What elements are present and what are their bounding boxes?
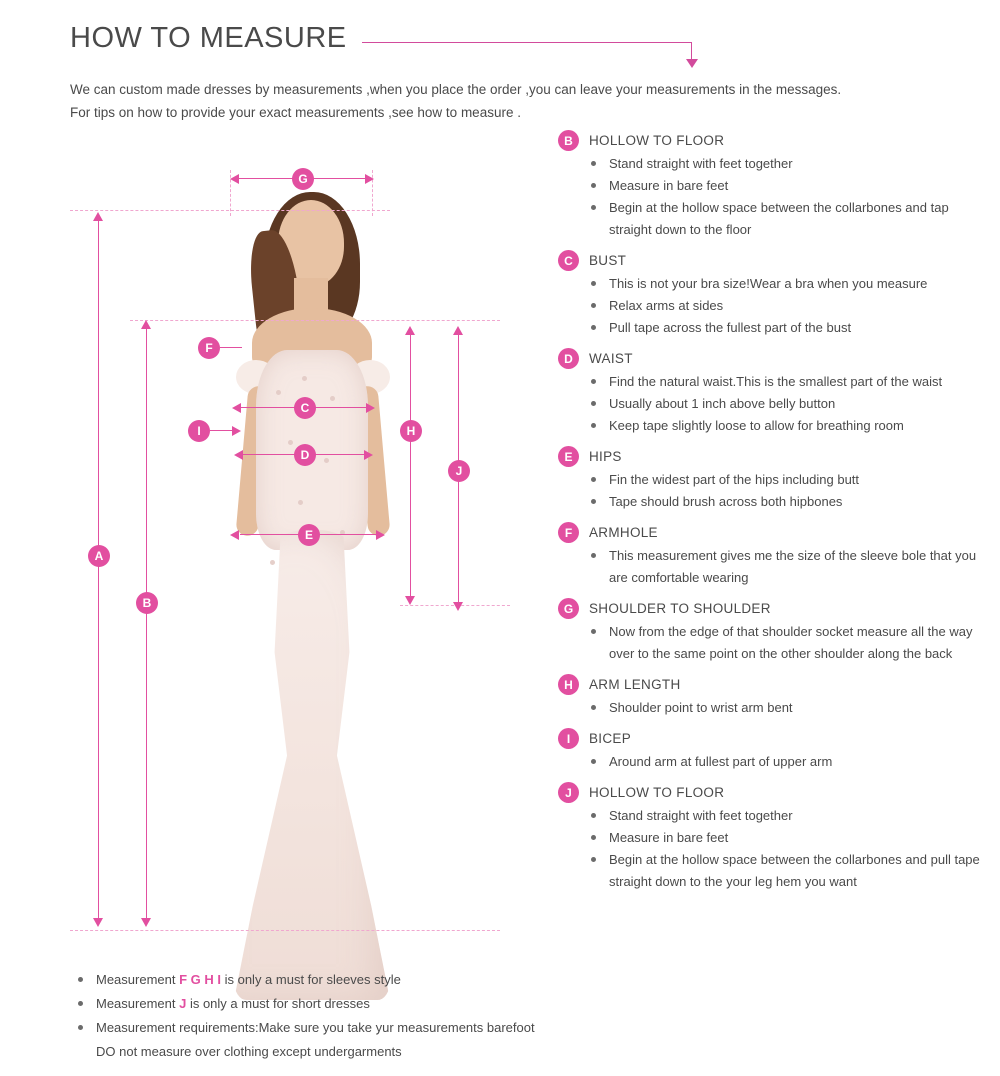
- lace-detail: [324, 458, 329, 463]
- badge-a: A: [88, 545, 110, 567]
- arrow-h-bottom-icon: [405, 596, 415, 605]
- guide-section: [558, 522, 988, 589]
- badge-c: C: [294, 397, 316, 419]
- lace-detail: [288, 440, 293, 445]
- badge-j: J: [558, 782, 579, 803]
- arrow-i-right-icon: [232, 426, 241, 436]
- bullet-icon: [591, 813, 596, 818]
- guide-list-item: [589, 469, 988, 491]
- guide-list-item: [589, 805, 988, 827]
- bullet-icon: [591, 401, 596, 406]
- guide-section: [558, 728, 988, 773]
- guide-section-title: BICEP: [589, 731, 632, 746]
- guide-list-item-text: Around arm at fullest part of upper arm: [609, 754, 833, 769]
- lace-detail: [302, 376, 307, 381]
- arrow-e-left-icon: [230, 530, 239, 540]
- arrow-j-top-icon: [453, 326, 463, 335]
- footnote-highlight: F G H I: [179, 972, 221, 987]
- guide-section-title: WAIST: [589, 351, 633, 366]
- guide-list-item: [589, 153, 988, 175]
- guide-list-item: [589, 317, 988, 339]
- guide-list-item: [589, 827, 988, 849]
- guide-list-item: [589, 415, 988, 437]
- bullet-icon: [591, 183, 596, 188]
- arrow-g-right-icon: [365, 174, 374, 184]
- guide-section: [558, 446, 988, 513]
- title-rule: [362, 42, 692, 43]
- bullet-icon: [591, 477, 596, 482]
- bullet-icon: [591, 759, 596, 764]
- guide-list-item-text: Pull tape across the fullest part of the bust: [609, 320, 852, 335]
- guide-section-title: HIPS: [589, 449, 622, 464]
- guide-list-item-text: Keep tape slightly loose to allow for breathing room: [609, 418, 904, 433]
- guide-dash-shoulder: [130, 320, 500, 321]
- badge-f: F: [198, 337, 220, 359]
- guide-list-item-text: Now from the edge of that shoulder socket measure all the way over to the same point on the other shoulder along the back: [609, 624, 973, 661]
- guide-list-item-text: Stand straight with feet together: [609, 808, 793, 823]
- intro-line-1: We can custom made dresses by measurements ,when you place the order ,you can leave your measurements in the messages.: [70, 82, 842, 97]
- footnote-suffix: is only a must for short dresses: [186, 996, 370, 1011]
- guide-section-title: HOLLOW TO FLOOR: [589, 133, 725, 148]
- arrow-a-top-icon: [93, 212, 103, 221]
- arrow-g-left-icon: [230, 174, 239, 184]
- guide-list-item-text: Stand straight with feet together: [609, 156, 793, 171]
- arrow-e-right-icon: [376, 530, 385, 540]
- bullet-icon: [78, 1025, 83, 1030]
- footnote-item: [70, 1016, 540, 1064]
- arrow-c-right-icon: [366, 403, 375, 413]
- guide-section-header: [558, 348, 988, 369]
- bullet-icon: [591, 553, 596, 558]
- badge-i: I: [558, 728, 579, 749]
- intro-text: [70, 78, 900, 124]
- guide-list-item: [589, 273, 988, 295]
- arrow-h-top-icon: [405, 326, 415, 335]
- badge-e: E: [298, 524, 320, 546]
- guide-section: [558, 674, 988, 719]
- bullet-icon: [591, 705, 596, 710]
- guide-list-item-text: Usually about 1 inch above belly button: [609, 396, 836, 411]
- badge-h: H: [558, 674, 579, 695]
- guide-list-item: [589, 545, 988, 589]
- bullet-icon: [78, 1001, 83, 1006]
- bullet-icon: [591, 205, 596, 210]
- line-b: [146, 328, 147, 920]
- guide-list-item: [589, 697, 988, 719]
- guide-section: [558, 348, 988, 437]
- bullet-icon: [78, 977, 83, 982]
- guide-section: [558, 250, 988, 339]
- guide-list-item: [589, 295, 988, 317]
- arrow-d-right-icon: [364, 450, 373, 460]
- guide-list-item-text: Tape should brush across both hipbones: [609, 494, 843, 509]
- arrow-c-left-icon: [232, 403, 241, 413]
- bullet-icon: [591, 281, 596, 286]
- badge-f: F: [558, 522, 579, 543]
- footnote-item: [70, 968, 540, 992]
- guide-section-header: [558, 446, 988, 467]
- arrow-a-bottom-icon: [93, 918, 103, 927]
- badge-i: I: [188, 420, 210, 442]
- bullet-icon: [591, 379, 596, 384]
- guide-list-item: [589, 621, 988, 665]
- guide-list-item-text: This measurement gives me the size of the sleeve bole that you are comfortable wearing: [609, 548, 977, 585]
- guide-list-item-text: Measure in bare feet: [609, 830, 729, 845]
- footnote-prefix: Measurement: [96, 972, 180, 987]
- arrow-b-top-icon: [141, 320, 151, 329]
- guide-section-header: [558, 522, 988, 543]
- intro-line-2: For tips on how to provide your exact measurements ,see how to measure .: [70, 105, 521, 120]
- guide-list-item-text: Fin the widest part of the hips including butt: [609, 472, 860, 487]
- badge-d: D: [558, 348, 579, 369]
- footnote-suffix: is only a must for sleeves style: [220, 972, 401, 987]
- badge-b: B: [136, 592, 158, 614]
- badge-b: B: [558, 130, 579, 151]
- guide-section-header: [558, 674, 988, 695]
- line-f: [220, 347, 242, 348]
- guide-section-header: [558, 130, 988, 151]
- arrow-b-bottom-icon: [141, 918, 151, 927]
- guide-list-item-text: Measure in bare feet: [609, 178, 729, 193]
- page-title: HOW TO MEASURE: [70, 22, 347, 54]
- bullet-icon: [591, 835, 596, 840]
- measurement-diagram: [60, 140, 560, 940]
- footnote-highlight: J: [179, 996, 187, 1011]
- guide-section-header: [558, 598, 988, 619]
- guide-section-header: [558, 782, 988, 803]
- badge-c: C: [558, 250, 579, 271]
- guide-list-item: [589, 393, 988, 415]
- arrow-j-bottom-icon: [453, 602, 463, 611]
- guide-section: [558, 598, 988, 665]
- guide-section-header: [558, 728, 988, 749]
- guide-section-title: SHOULDER TO SHOULDER: [589, 601, 771, 616]
- bullet-icon: [591, 325, 596, 330]
- guide-section-title: ARMHOLE: [589, 525, 658, 540]
- badge-h: H: [400, 420, 422, 442]
- badge-g: G: [558, 598, 579, 619]
- guide-section-header: [558, 250, 988, 271]
- guide-section-title: HOLLOW TO FLOOR: [589, 785, 725, 800]
- guide-list-item-text: This is not your bra size!Wear a bra when you measure: [609, 276, 928, 291]
- badge-d: D: [294, 444, 316, 466]
- badge-g: G: [292, 168, 314, 190]
- bullet-icon: [591, 423, 596, 428]
- line-a: [98, 220, 99, 920]
- guide-list-item: [589, 371, 988, 393]
- guide-list-item-text: Relax arms at sides: [609, 298, 724, 313]
- guide-list-item-text: Begin at the hollow space between the collarbones and pull tape straight down to the your leg hem you want: [609, 852, 980, 889]
- guide-list-item: [589, 751, 988, 773]
- guide-list-item-text: Find the natural waist.This is the smallest part of the waist: [609, 374, 943, 389]
- guide-section: [558, 782, 988, 893]
- bullet-icon: [591, 857, 596, 862]
- bullet-icon: [591, 161, 596, 166]
- badge-e: E: [558, 446, 579, 467]
- guide-dash-floor: [70, 930, 500, 931]
- bullet-icon: [591, 499, 596, 504]
- guide-list-item-text: Shoulder point to wrist arm bent: [609, 700, 793, 715]
- guide-section-title: ARM LENGTH: [589, 677, 681, 692]
- bullet-icon: [591, 629, 596, 634]
- footnote-item: [70, 992, 540, 1016]
- footnotes: [70, 968, 540, 1064]
- guide-list-item: [589, 197, 988, 241]
- guide-list-item: [589, 849, 988, 893]
- lace-detail: [270, 560, 275, 565]
- lace-detail: [298, 500, 303, 505]
- title-arrow-icon: [686, 59, 698, 68]
- arrow-d-left-icon: [234, 450, 243, 460]
- line-h: [410, 334, 411, 600]
- footnote-prefix: Measurement requirements:Make sure you take yur measurements barefoot DO not measure over clothing except undergarments: [96, 1020, 535, 1059]
- measurement-guide-list: [558, 130, 988, 902]
- footnote-prefix: Measurement: [96, 996, 180, 1011]
- guide-section: [558, 130, 988, 241]
- guide-list-item: [589, 491, 988, 513]
- lace-detail: [276, 390, 281, 395]
- bullet-icon: [591, 303, 596, 308]
- lace-detail: [330, 396, 335, 401]
- guide-list-item: [589, 175, 988, 197]
- guide-section-title: BUST: [589, 253, 627, 268]
- guide-list-item-text: Begin at the hollow space between the collarbones and tap straight down to the floor: [609, 200, 949, 237]
- badge-j: J: [448, 460, 470, 482]
- line-i: [210, 430, 234, 431]
